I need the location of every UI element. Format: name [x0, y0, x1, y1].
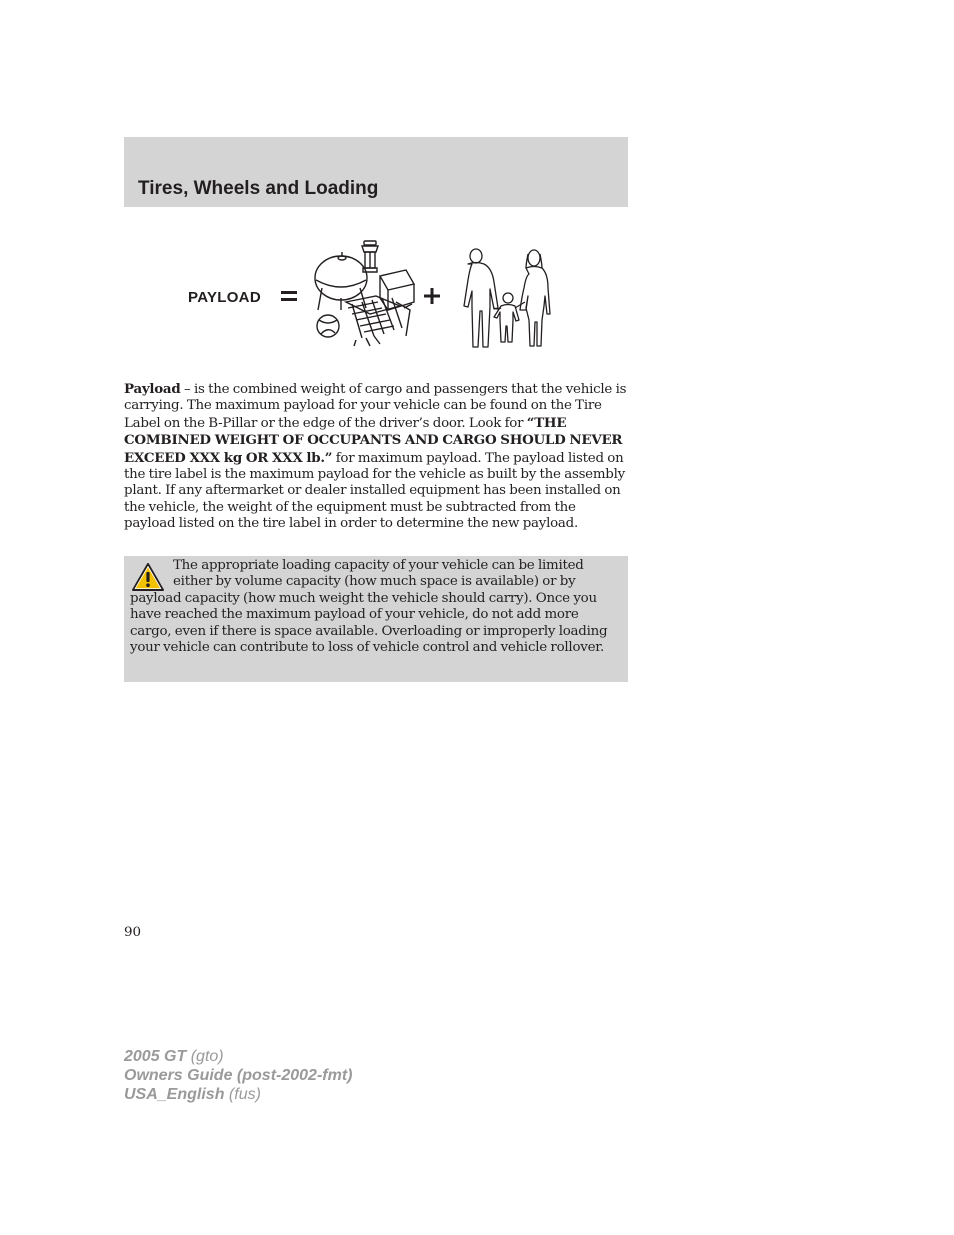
page-number: 90 — [124, 925, 142, 940]
document-footer — [124, 1047, 352, 1104]
payload-text-1: – is the combined weight of cargo and passengers that the vehicle is carrying. The maximum payload for your vehicle can be found on the Tire Label on the B-Pillar or the edge of the driver’s door. Look for — [124, 382, 627, 431]
footer-line-model: 2005 GT (gto) — [124, 1048, 224, 1065]
warning-box — [124, 556, 628, 682]
warning-text: The appropriate loading capacity of your vehicle can be limited either by volume capacity (how much space is available) or by payload capacity (how much weight the vehicle should carry). Once you have reached the maximum payload of your vehicle, do not add more cargo, even if there is space available. Overloading or improperly loading your vehicle can contribute to loss of vehicle control and vehicle rollover. — [130, 558, 608, 656]
plus-sign-icon — [423, 287, 441, 305]
payload-text-2: for maximum payload. The payload listed on the tire label is the maximum payload for the vehicle as built by the assembly plant. If any aftermarket or dealer installed equipment has been installed on the vehicle, the weight of the equipment must be subtracted from the payload listed on the tire label in order to determine the new payload. — [124, 450, 625, 532]
payload-definition-paragraph — [124, 381, 628, 533]
footer-line-language: USA_English (fus) — [124, 1086, 261, 1103]
payload-illustration — [180, 238, 560, 350]
payload-label: PAYLOAD — [188, 289, 261, 306]
payload-term: Payload — [124, 381, 181, 397]
section-title: Tires, Wheels and Loading — [138, 178, 379, 199]
family-passengers-icon — [448, 248, 554, 348]
cargo-grill-cooler-lantern-icon — [308, 238, 418, 350]
section-header-band — [124, 137, 628, 207]
footer-line-guide: Owners Guide (post-2002-fmt) — [124, 1067, 353, 1084]
tire-label-quote: “THE COMBINED WEIGHT OF OCCUPANTS AND CARGO SHOULD NEVER EXCEED XXX kg OR XXX lb.” — [124, 414, 623, 466]
equals-sign-icon — [280, 289, 298, 303]
